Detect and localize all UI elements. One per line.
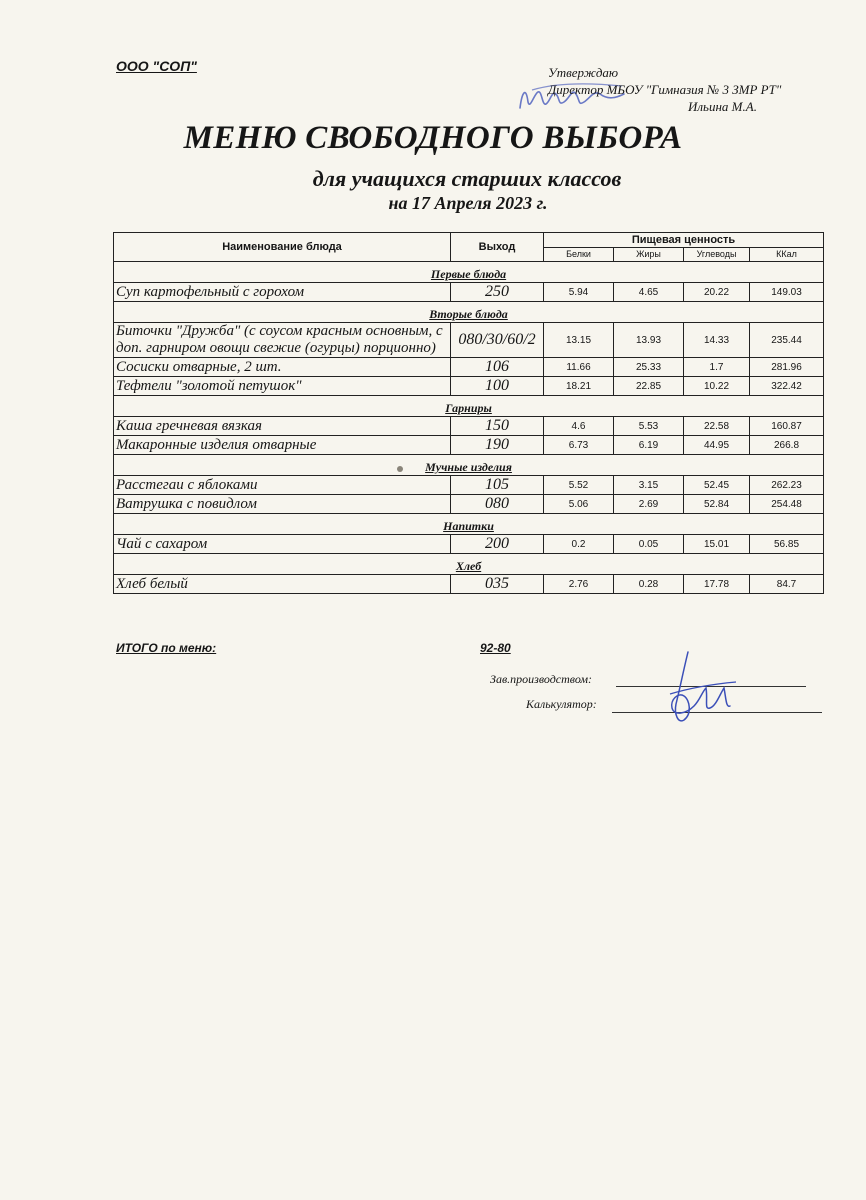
dish-output-cell: 035 <box>451 575 544 594</box>
table-row <box>114 377 824 396</box>
approve-heading: Утверждаю <box>548 65 619 80</box>
dish-protein-cell: 6.73 <box>544 436 614 455</box>
section-row <box>114 396 824 417</box>
table-row <box>114 495 824 514</box>
dish-name-cell: Чай с сахаром <box>114 535 451 554</box>
dish-output-cell: 190 <box>451 436 544 455</box>
approve-position: Директор МБОУ "Гимназия № 3 ЗМР РТ" <box>548 82 782 97</box>
section-title: Первые блюда <box>114 262 824 283</box>
section-title: Мучные изделия <box>114 455 824 476</box>
dish-carbs-cell: 22.58 <box>684 417 750 436</box>
dish-kcal-cell: 84.7 <box>750 575 824 594</box>
dish-carbs-cell: 44.95 <box>684 436 750 455</box>
section-row <box>114 514 824 535</box>
dish-protein-cell: 11.66 <box>544 358 614 377</box>
dish-protein-cell: 5.06 <box>544 495 614 514</box>
dish-carbs-cell: 15.01 <box>684 535 750 554</box>
dish-fat-cell: 4.65 <box>614 283 684 302</box>
production-manager-label: Зав.производством: <box>490 672 593 686</box>
section-title: Напитки <box>114 514 824 535</box>
total-label: ИТОГО по меню: <box>116 641 217 655</box>
dish-name-cell: Суп картофельный с горохом <box>114 283 451 302</box>
dish-name-cell: Ватрушка с повидлом <box>114 495 451 514</box>
dish-kcal-cell: 266.8 <box>750 436 824 455</box>
dish-kcal-cell: 160.87 <box>750 417 824 436</box>
dish-protein-cell: 2.76 <box>544 575 614 594</box>
dish-fat-cell: 6.19 <box>614 436 684 455</box>
section-row <box>114 455 824 476</box>
table-row <box>114 417 824 436</box>
dish-fat-cell: 25.33 <box>614 358 684 377</box>
dish-name-cell: Хлеб белый <box>114 575 451 594</box>
table-row <box>114 575 824 594</box>
dish-name-cell: Расстегаи с яблоками <box>114 476 451 495</box>
dish-kcal-cell: 322.42 <box>750 377 824 396</box>
dish-name-cell: Биточки "Дружба" (с соусом красным основным, с доп. гарниром овощи свежие (огурцы) порционно) <box>114 323 451 358</box>
dish-fat-cell: 5.53 <box>614 417 684 436</box>
section-title: Хлеб <box>114 554 824 575</box>
dish-protein-cell: 13.15 <box>544 323 614 358</box>
dish-output-cell: 100 <box>451 377 544 396</box>
section-row <box>114 302 824 323</box>
dish-fat-cell: 13.93 <box>614 323 684 358</box>
dish-carbs-cell: 52.45 <box>684 476 750 495</box>
column-header-kcal: ККал <box>750 247 824 262</box>
page-subtitle: для учащихся старших классов <box>312 166 622 191</box>
dish-output-cell: 106 <box>451 358 544 377</box>
dish-fat-cell: 3.15 <box>614 476 684 495</box>
column-header-carbs: Углеводы <box>684 247 750 262</box>
dish-output-cell: 105 <box>451 476 544 495</box>
dish-protein-cell: 5.52 <box>544 476 614 495</box>
dish-name-cell: Тефтели "золотой петушок" <box>114 377 451 396</box>
dish-protein-cell: 4.6 <box>544 417 614 436</box>
section-title: Вторые блюда <box>114 302 824 323</box>
table-row <box>114 358 824 377</box>
dish-carbs-cell: 1.7 <box>684 358 750 377</box>
column-header-fat: Жиры <box>614 247 684 262</box>
dish-kcal-cell: 281.96 <box>750 358 824 377</box>
dish-name-cell: Сосиски отварные, 2 шт. <box>114 358 451 377</box>
dish-fat-cell: 0.28 <box>614 575 684 594</box>
menu-table <box>113 232 824 594</box>
dish-protein-cell: 0.2 <box>544 535 614 554</box>
dish-output-cell: 250 <box>451 283 544 302</box>
dish-protein-cell: 18.21 <box>544 377 614 396</box>
page-title: МЕНЮ СВОБОДНОГО ВЫБОРА <box>183 120 683 156</box>
section-row <box>114 554 824 575</box>
approval-block <box>548 64 781 115</box>
calculator-label: Калькулятор: <box>526 697 597 711</box>
dish-kcal-cell: 56.85 <box>750 535 824 554</box>
dish-output-cell: 080/30/60/2 <box>451 323 544 358</box>
table-row <box>114 283 824 302</box>
calculator-signature <box>640 648 750 730</box>
dish-carbs-cell: 20.22 <box>684 283 750 302</box>
dish-output-cell: 150 <box>451 417 544 436</box>
approve-person: Ильина М.А. <box>688 99 757 114</box>
menu-date: на 17 Апреля 2023 г. <box>388 193 548 213</box>
dish-name-cell: Макаронные изделия отварные <box>114 436 451 455</box>
table-row <box>114 436 824 455</box>
table-row <box>114 476 824 495</box>
dish-fat-cell: 2.69 <box>614 495 684 514</box>
dish-carbs-cell: 52.84 <box>684 495 750 514</box>
dish-fat-cell: 0.05 <box>614 535 684 554</box>
dish-output-cell: 080 <box>451 495 544 514</box>
dish-protein-cell: 5.94 <box>544 283 614 302</box>
table-row <box>114 323 824 358</box>
dish-name-cell: Каша гречневая вязкая <box>114 417 451 436</box>
section-title: Гарниры <box>114 396 824 417</box>
dish-carbs-cell: 10.22 <box>684 377 750 396</box>
table-row <box>114 535 824 554</box>
dish-kcal-cell: 149.03 <box>750 283 824 302</box>
section-row <box>114 262 824 283</box>
organization-name: ООО "СОП" <box>116 58 197 74</box>
paper-mark <box>397 466 403 472</box>
column-header-name: Наименование блюда <box>114 233 451 262</box>
column-header-nutrition: Пищевая ценность <box>544 233 824 248</box>
dish-carbs-cell: 17.78 <box>684 575 750 594</box>
table-header-row <box>114 233 824 248</box>
dish-kcal-cell: 254.48 <box>750 495 824 514</box>
column-header-output: Выход <box>451 233 544 262</box>
dish-fat-cell: 22.85 <box>614 377 684 396</box>
dish-kcal-cell: 235.44 <box>750 323 824 358</box>
dish-output-cell: 200 <box>451 535 544 554</box>
dish-kcal-cell: 262.23 <box>750 476 824 495</box>
dish-carbs-cell: 14.33 <box>684 323 750 358</box>
column-header-protein: Белки <box>544 247 614 262</box>
total-value: 92-80 <box>480 641 511 655</box>
